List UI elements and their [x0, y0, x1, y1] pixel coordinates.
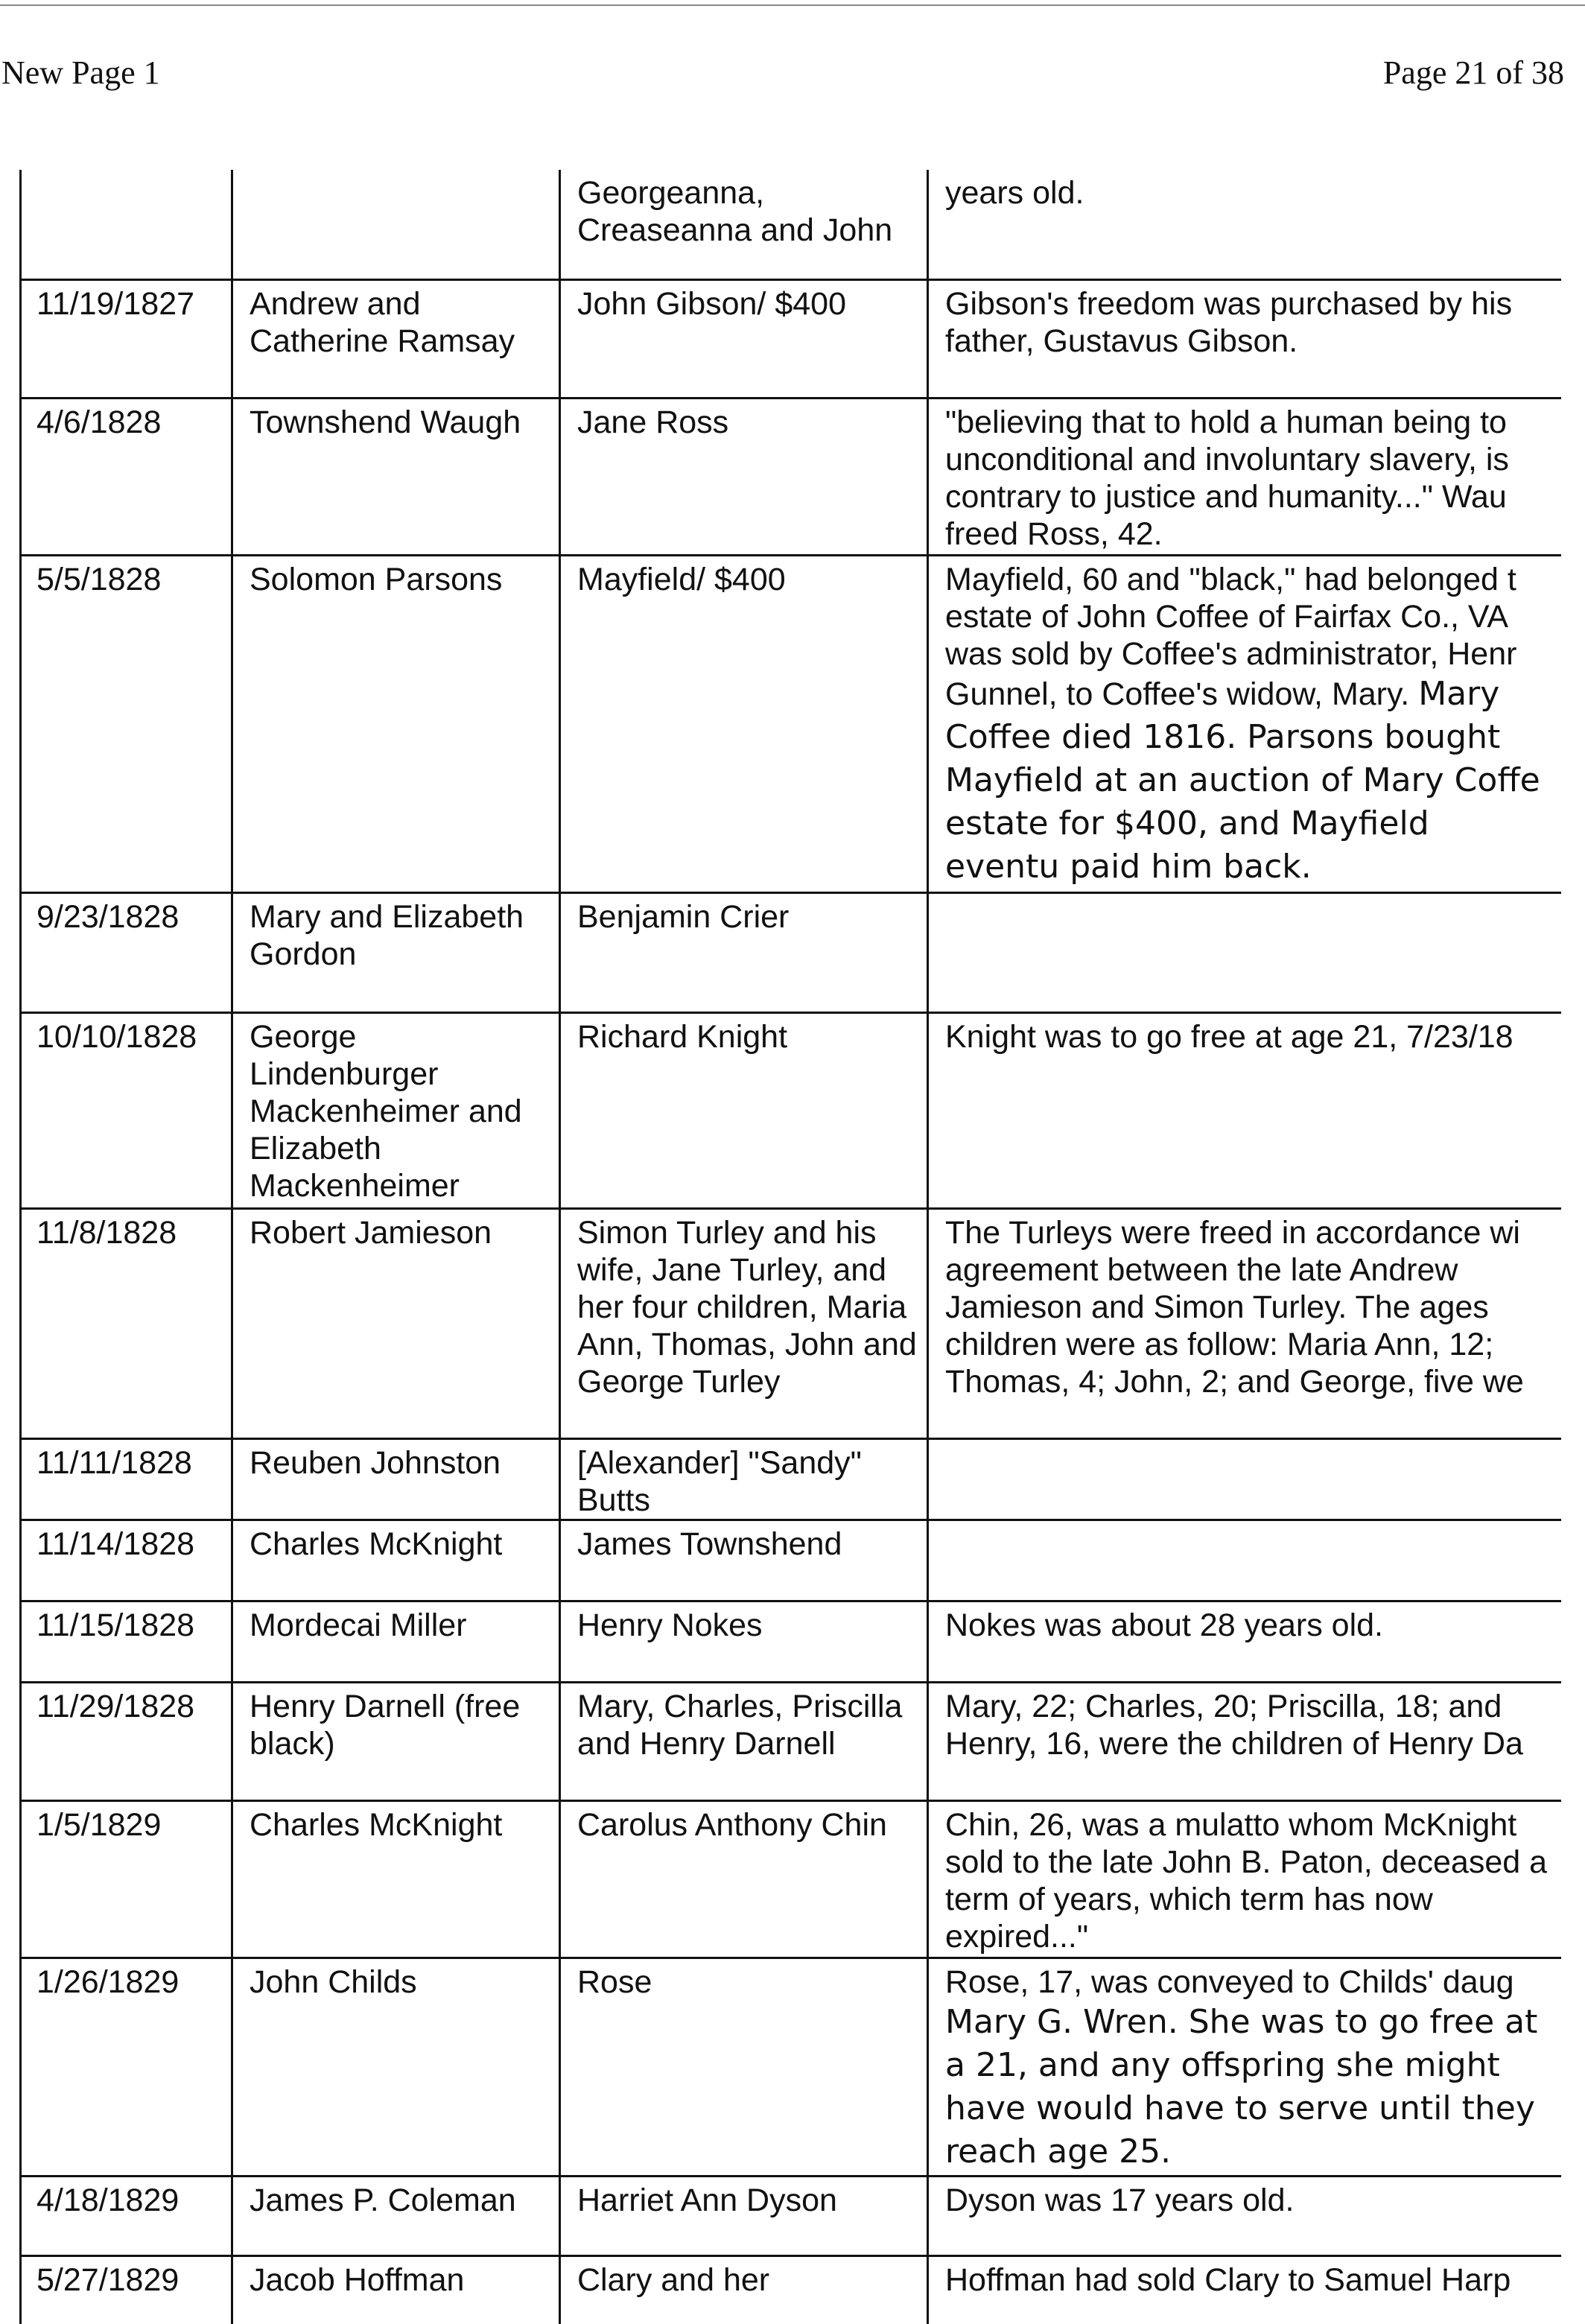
- page-title: New Page 1: [1, 54, 160, 92]
- date-cell-text: 1/26/1829: [36, 1964, 179, 2000]
- date-cell-text: 11/19/1827: [36, 286, 194, 322]
- notes-cell: [928, 1683, 1561, 1801]
- freed-cell-text: Henry Nokes: [577, 1607, 763, 1643]
- table-row: [21, 1601, 1561, 1683]
- freed-cell: [560, 1601, 928, 1683]
- freed-cell: [560, 1013, 928, 1209]
- date-cell: [21, 1520, 232, 1601]
- date-cell-text: 11/11/1828: [36, 1445, 192, 1481]
- freed-cell-text: Benjamin Crier: [577, 899, 789, 935]
- freed-cell-text: Mary, Charles, Priscilla and Henry Darnell: [577, 1689, 902, 1762]
- table-row: [21, 1801, 1561, 1958]
- notes-cell: [928, 556, 1561, 893]
- owner-cell: [232, 1683, 560, 1801]
- notes-cell-text: years old.: [945, 175, 1084, 211]
- date-cell: [21, 2256, 232, 2324]
- freed-cell-text: Harriet Ann Dyson: [577, 2182, 837, 2218]
- owner-cell: [232, 2177, 560, 2256]
- owner-cell: [232, 1013, 560, 1209]
- notes-cell-text: The Turleys were freed in accordance wi agreement between the late Andrew Jamieson and Simon Turley. The ages children were as follow: Maria Ann, 12; Thomas, 4; John, 2; and George, five we: [945, 1215, 1524, 1400]
- notes-cell-text: Gibson's freedom was purchased by his father, Gustavus Gibson.: [945, 286, 1512, 359]
- table-row: [21, 1209, 1561, 1439]
- notes-cell: [928, 1601, 1561, 1683]
- owner-cell: [232, 556, 560, 893]
- manumission-table: [19, 170, 1561, 2324]
- owner-cell: [232, 280, 560, 399]
- date-cell-text: 1/5/1829: [36, 1807, 161, 1843]
- freed-cell-text: [Alexander] "Sandy" Butts: [577, 1445, 862, 1518]
- notes-cell: [928, 1439, 1561, 1520]
- notes-cell: [928, 170, 1561, 280]
- freed-cell-text: Georgeanna, Creaseanna and John: [577, 175, 892, 248]
- owner-cell: [232, 1209, 560, 1439]
- table-row: [21, 170, 1561, 280]
- table-row: [21, 1683, 1561, 1801]
- table-row: [21, 1013, 1561, 1209]
- owner-cell: [232, 893, 560, 1013]
- notes-cell: [928, 1958, 1561, 2177]
- freed-cell-text: Mayfield/ $400: [577, 562, 786, 597]
- owner-cell: [232, 1801, 560, 1958]
- owner-cell: [232, 2256, 560, 2324]
- table-row: [21, 1958, 1561, 2177]
- freed-cell: [560, 1683, 928, 1801]
- date-cell-text: 11/29/1828: [36, 1689, 194, 1724]
- freed-cell: [560, 1958, 928, 2177]
- notes-cell: [928, 2177, 1561, 2256]
- date-cell: [21, 1439, 232, 1520]
- date-cell-text: 11/8/1828: [36, 1215, 177, 1251]
- owner-cell-text: James P. Coleman: [250, 2182, 516, 2218]
- notes-cell-text: Nokes was about 28 years old.: [945, 1607, 1383, 1643]
- freed-cell: [560, 556, 928, 893]
- notes-cell-text: Mary, 22; Charles, 20; Priscilla, 18; and Henry, 16, were the children of Henry Da: [945, 1689, 1523, 1762]
- freed-cell: [560, 1209, 928, 1439]
- date-cell-text: 4/6/1828: [36, 404, 161, 440]
- freed-cell-text: James Townshend: [577, 1526, 842, 1562]
- date-cell-text: 5/5/1828: [36, 562, 161, 597]
- notes-cell: [928, 1013, 1561, 1209]
- table-row: [21, 893, 1561, 1013]
- date-cell-text: 4/18/1829: [36, 2182, 179, 2218]
- table-row: [21, 2177, 1561, 2256]
- notes-cell-text: Chin, 26, was a mulatto whom McKnight sold to the late John B. Paton, deceased a term of years, which term has now expired...": [945, 1807, 1547, 1955]
- owner-cell-text: Jacob Hoffman: [250, 2262, 464, 2298]
- date-cell: [21, 1683, 232, 1801]
- freed-cell: [560, 399, 928, 556]
- freed-cell: [560, 2177, 928, 2256]
- notes-cell: [928, 1801, 1561, 1958]
- owner-cell: [232, 170, 560, 280]
- date-cell: [21, 1209, 232, 1439]
- notes-cell: [928, 1209, 1561, 1439]
- freed-cell-text: John Gibson/ $400: [577, 286, 846, 322]
- date-cell: [21, 1958, 232, 2177]
- freed-cell: [560, 1520, 928, 1601]
- date-cell-text: 10/10/1828: [36, 1019, 197, 1055]
- owner-cell-text: Charles McKnight: [250, 1526, 502, 1562]
- freed-cell-text: Clary and her: [577, 2262, 769, 2298]
- date-cell-text: 5/27/1829: [36, 2262, 179, 2298]
- date-cell: [21, 556, 232, 893]
- owner-cell-text: Robert Jamieson: [250, 1215, 492, 1251]
- freed-cell-text: Jane Ross: [577, 404, 728, 440]
- freed-cell-text: Rose: [577, 1964, 652, 2000]
- date-cell-text: 11/15/1828: [36, 1607, 194, 1643]
- date-cell: [21, 1801, 232, 1958]
- freed-cell-text: Carolus Anthony Chin: [577, 1807, 887, 1843]
- freed-cell-text: Richard Knight: [577, 1019, 787, 1055]
- owner-cell-text: Townshend Waugh: [250, 404, 521, 440]
- notes-cell-text: "believing that to hold a human being to unconditional and involuntary slavery, is contrary to justice and humanity..." Wau freed Ross, 42.: [945, 404, 1509, 552]
- owner-cell-text: Mary and Elizabeth Gordon: [250, 899, 524, 972]
- table-row: [21, 1439, 1561, 1520]
- date-cell: [21, 170, 232, 280]
- owner-cell: [232, 1958, 560, 2177]
- top-rule: [0, 4, 1585, 6]
- notes-cell: [928, 893, 1561, 1013]
- notes-cell: [928, 280, 1561, 399]
- date-cell: [21, 1601, 232, 1683]
- notes-cell: [928, 1520, 1561, 1601]
- table-row: [21, 399, 1561, 556]
- owner-cell: [232, 399, 560, 556]
- notes-cell-text: Knight was to go free at age 21, 7/23/18: [945, 1019, 1513, 1055]
- owner-cell-text: Solomon Parsons: [250, 562, 502, 597]
- page-counter: Page 21 of 38: [1383, 54, 1564, 92]
- freed-cell: [560, 1439, 928, 1520]
- owner-cell-text: Reuben Johnston: [250, 1445, 501, 1481]
- owner-cell-text: Henry Darnell (free black): [250, 1689, 520, 1762]
- owner-cell-text: George Lindenburger Mackenheimer and Elizabeth Mackenheimer: [250, 1019, 522, 1204]
- date-cell: [21, 1013, 232, 1209]
- freed-cell: [560, 2256, 928, 2324]
- date-cell: [21, 280, 232, 399]
- owner-cell-text: Charles McKnight: [250, 1807, 502, 1843]
- owner-cell-text: John Childs: [250, 1964, 417, 2000]
- date-cell: [21, 893, 232, 1013]
- owner-cell-text: Andrew and Catherine Ramsay: [250, 286, 515, 359]
- date-cell: [21, 2177, 232, 2256]
- table-row: [21, 556, 1561, 893]
- notes-cell-text: Dyson was 17 years old.: [945, 2182, 1294, 2218]
- table-body: [21, 170, 1561, 2324]
- notes-cell-typed-text: Mary G. Wren. She was to go free at a 21, and any offspring she might have would have to serve until they reach age 25.: [945, 2003, 1537, 2171]
- notes-cell-text: Mayfield, 60 and "black," had belonged t estate of John Coffee of Fairfax Co., VA was sold by Coffee's administrator, Henr Gunnel, to Coffee's widow, Mary.: [945, 562, 1516, 712]
- freed-cell-text: Simon Turley and his wife, Jane Turley, and her four children, Maria Ann, Thomas, John and George Turley: [577, 1215, 917, 1400]
- freed-cell: [560, 893, 928, 1013]
- date-cell-text: 11/14/1828: [36, 1526, 194, 1562]
- owner-cell-text: Mordecai Miller: [250, 1607, 467, 1643]
- owner-cell: [232, 1439, 560, 1520]
- date-cell-text: 9/23/1828: [36, 899, 179, 935]
- notes-cell-text: Rose, 17, was conveyed to Childs' daug: [945, 1964, 1514, 2000]
- freed-cell: [560, 280, 928, 399]
- date-cell: [21, 399, 232, 556]
- table-row: [21, 2256, 1561, 2324]
- table-row: [21, 280, 1561, 399]
- notes-cell-text: Hoffman had sold Clary to Samuel Harp: [945, 2262, 1511, 2298]
- table-row: [21, 1520, 1561, 1601]
- freed-cell: [560, 170, 928, 280]
- freed-cell: [560, 1801, 928, 1958]
- owner-cell: [232, 1520, 560, 1601]
- notes-cell-typed-text: Mary Coffee died 1816. Parsons bought Mayfield at an auction of Mary Coffe estate for $400, and Mayfield eventu paid him back.: [945, 675, 1540, 886]
- notes-cell: [928, 2256, 1561, 2324]
- notes-cell: [928, 399, 1561, 556]
- owner-cell: [232, 1601, 560, 1683]
